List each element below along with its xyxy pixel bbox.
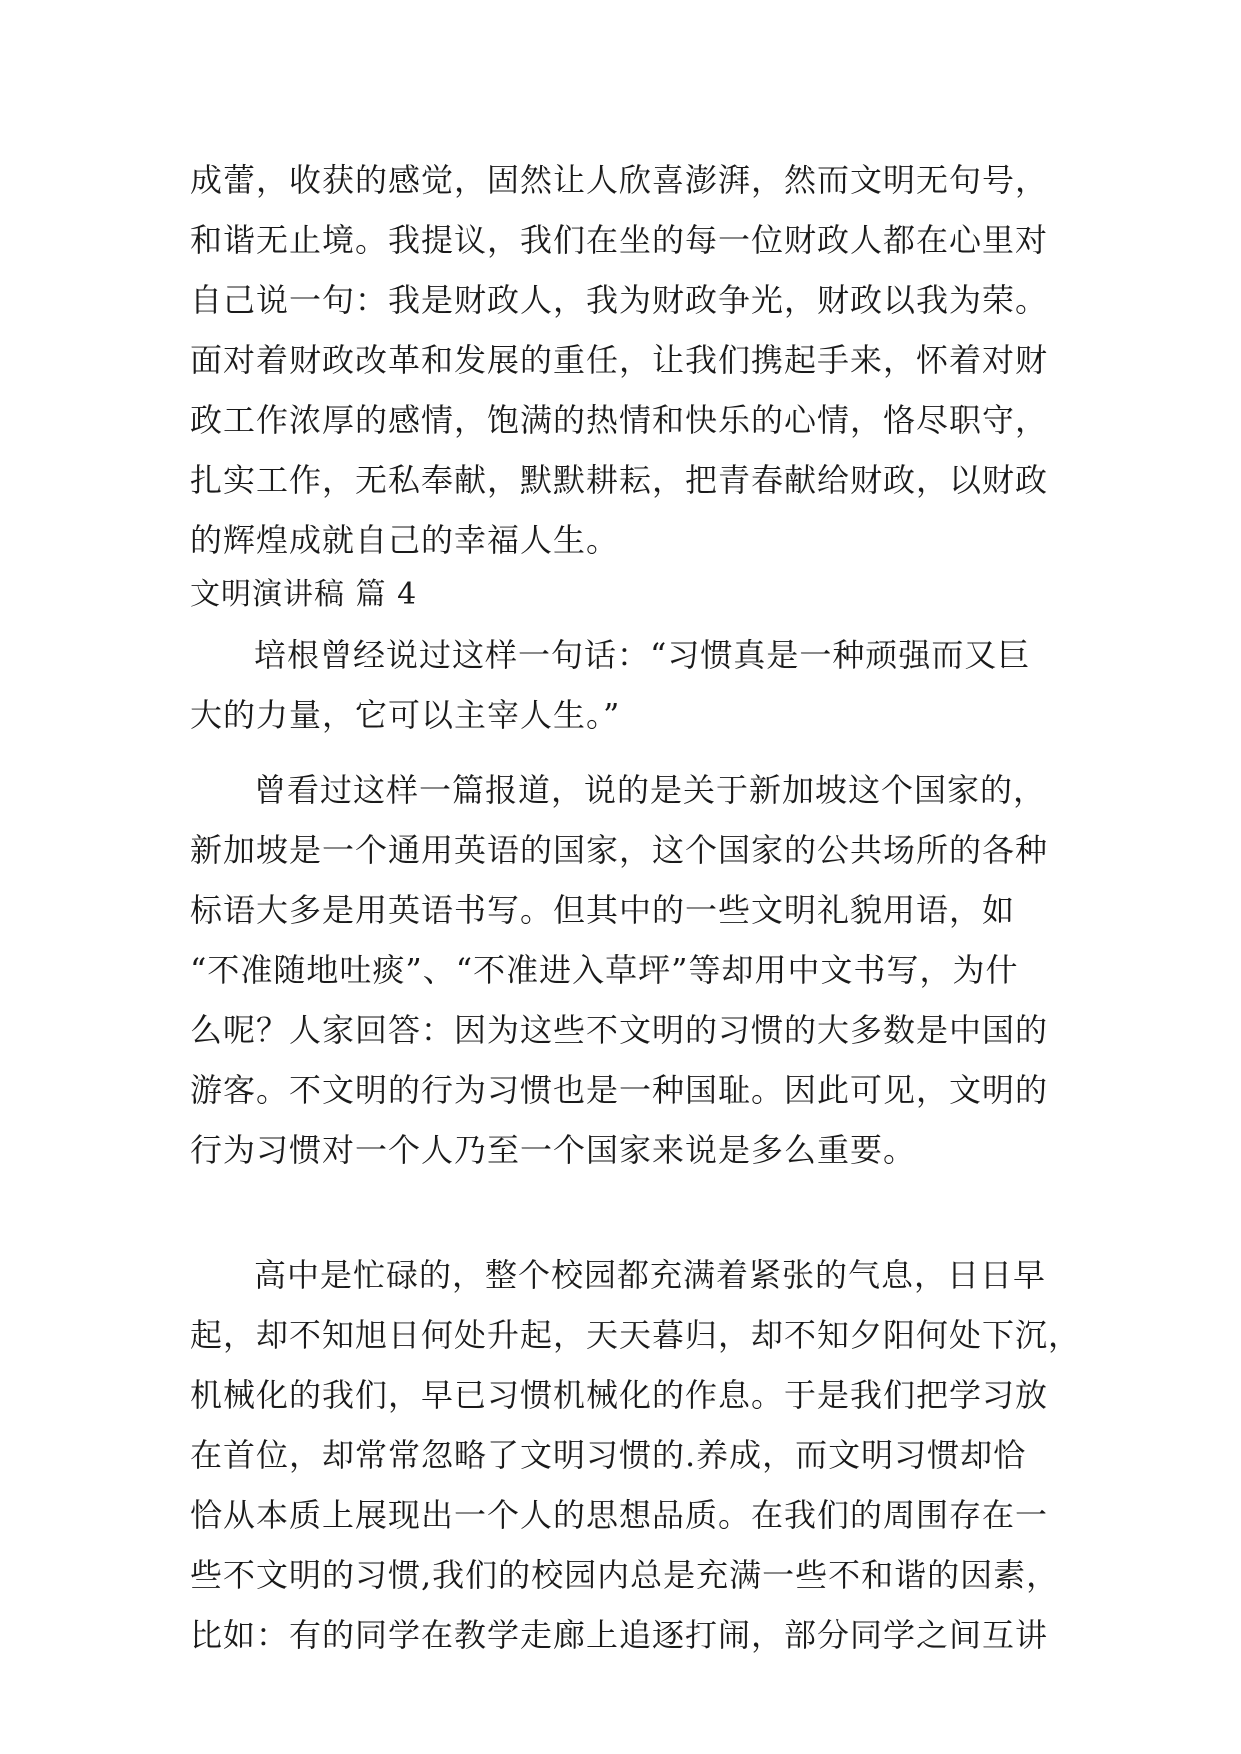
text-line: 培根曾经说过这样一句话：“习惯真是一种顽强而又巨	[254, 636, 1031, 674]
text-line: 政工作浓厚的感情，饱满的热情和快乐的心情，恪尽职守，	[190, 401, 1049, 439]
section-heading-block	[190, 565, 1070, 625]
text-line: 恰从本质上展现出一个人的思想品质。在我们的周围存在一	[190, 1496, 1049, 1534]
text-line: 在首位，却常常忽略了文明习惯的.养成，而文明习惯却恰	[190, 1436, 1027, 1474]
text-line: 自己说一句：我是财政人，我为财政争光，财政以我为荣。	[190, 281, 1049, 319]
text-line: 的辉煌成就自己的幸福人生。	[190, 521, 620, 559]
paragraph-1	[190, 625, 1070, 745]
text-line: 扎实工作，无私奉献，默默耕耘，把青春献给财政，以财政	[190, 461, 1049, 499]
text-line: 高中是忙碌的，整个校园都充满着紧张的气息，日日早	[254, 1256, 1047, 1294]
text-line: 机械化的我们，早已习惯机械化的作息。于是我们把学习放	[190, 1376, 1049, 1414]
paragraph-3	[190, 1245, 1082, 1665]
text-line: 些不文明的习惯,我们的校园内总是充满一些不和谐的因素，	[190, 1556, 1060, 1594]
paragraph-2	[190, 760, 1070, 1180]
text-line: 面对着财政改革和发展的重任，让我们携起手来，怀着对财	[190, 341, 1049, 379]
text-line: 起，却不知旭日何处升起，天天暮归，却不知夕阳何处下沉，	[190, 1316, 1082, 1354]
continuation-paragraph	[190, 150, 1070, 570]
text-line: 标语大多是用英语书写。但其中的一些文明礼貌用语，如	[190, 891, 1016, 929]
section-title: 文明演讲稿 篇 4	[190, 577, 418, 612]
text-line: “不准随地吐痰”、“不准进入草坪”等却用中文书写，为什	[190, 951, 1019, 989]
text-line: 和谐无止境。我提议，我们在坐的每一位财政人都在心里对	[190, 221, 1049, 259]
text-line: 比如：有的同学在教学走廊上追逐打闹，部分同学之间互讲	[190, 1616, 1049, 1654]
text-line: 曾看过这样一篇报道，说的是关于新加坡这个国家的，	[254, 771, 1047, 809]
text-line: 新加坡是一个通用英语的国家，这个国家的公共场所的各种	[190, 831, 1049, 869]
text-line: 么呢？人家回答：因为这些不文明的习惯的大多数是中国的	[190, 1011, 1049, 1049]
text-line: 行为习惯对一个人乃至一个国家来说是多么重要。	[190, 1131, 917, 1169]
text-line: 游客。不文明的行为习惯也是一种国耻。因此可见，文明的	[190, 1071, 1049, 1109]
text-line: 大的力量，它可以主宰人生。”	[190, 696, 621, 734]
text-line: 成蕾，收获的感觉，固然让人欣喜澎湃，然而文明无句号，	[190, 161, 1049, 199]
